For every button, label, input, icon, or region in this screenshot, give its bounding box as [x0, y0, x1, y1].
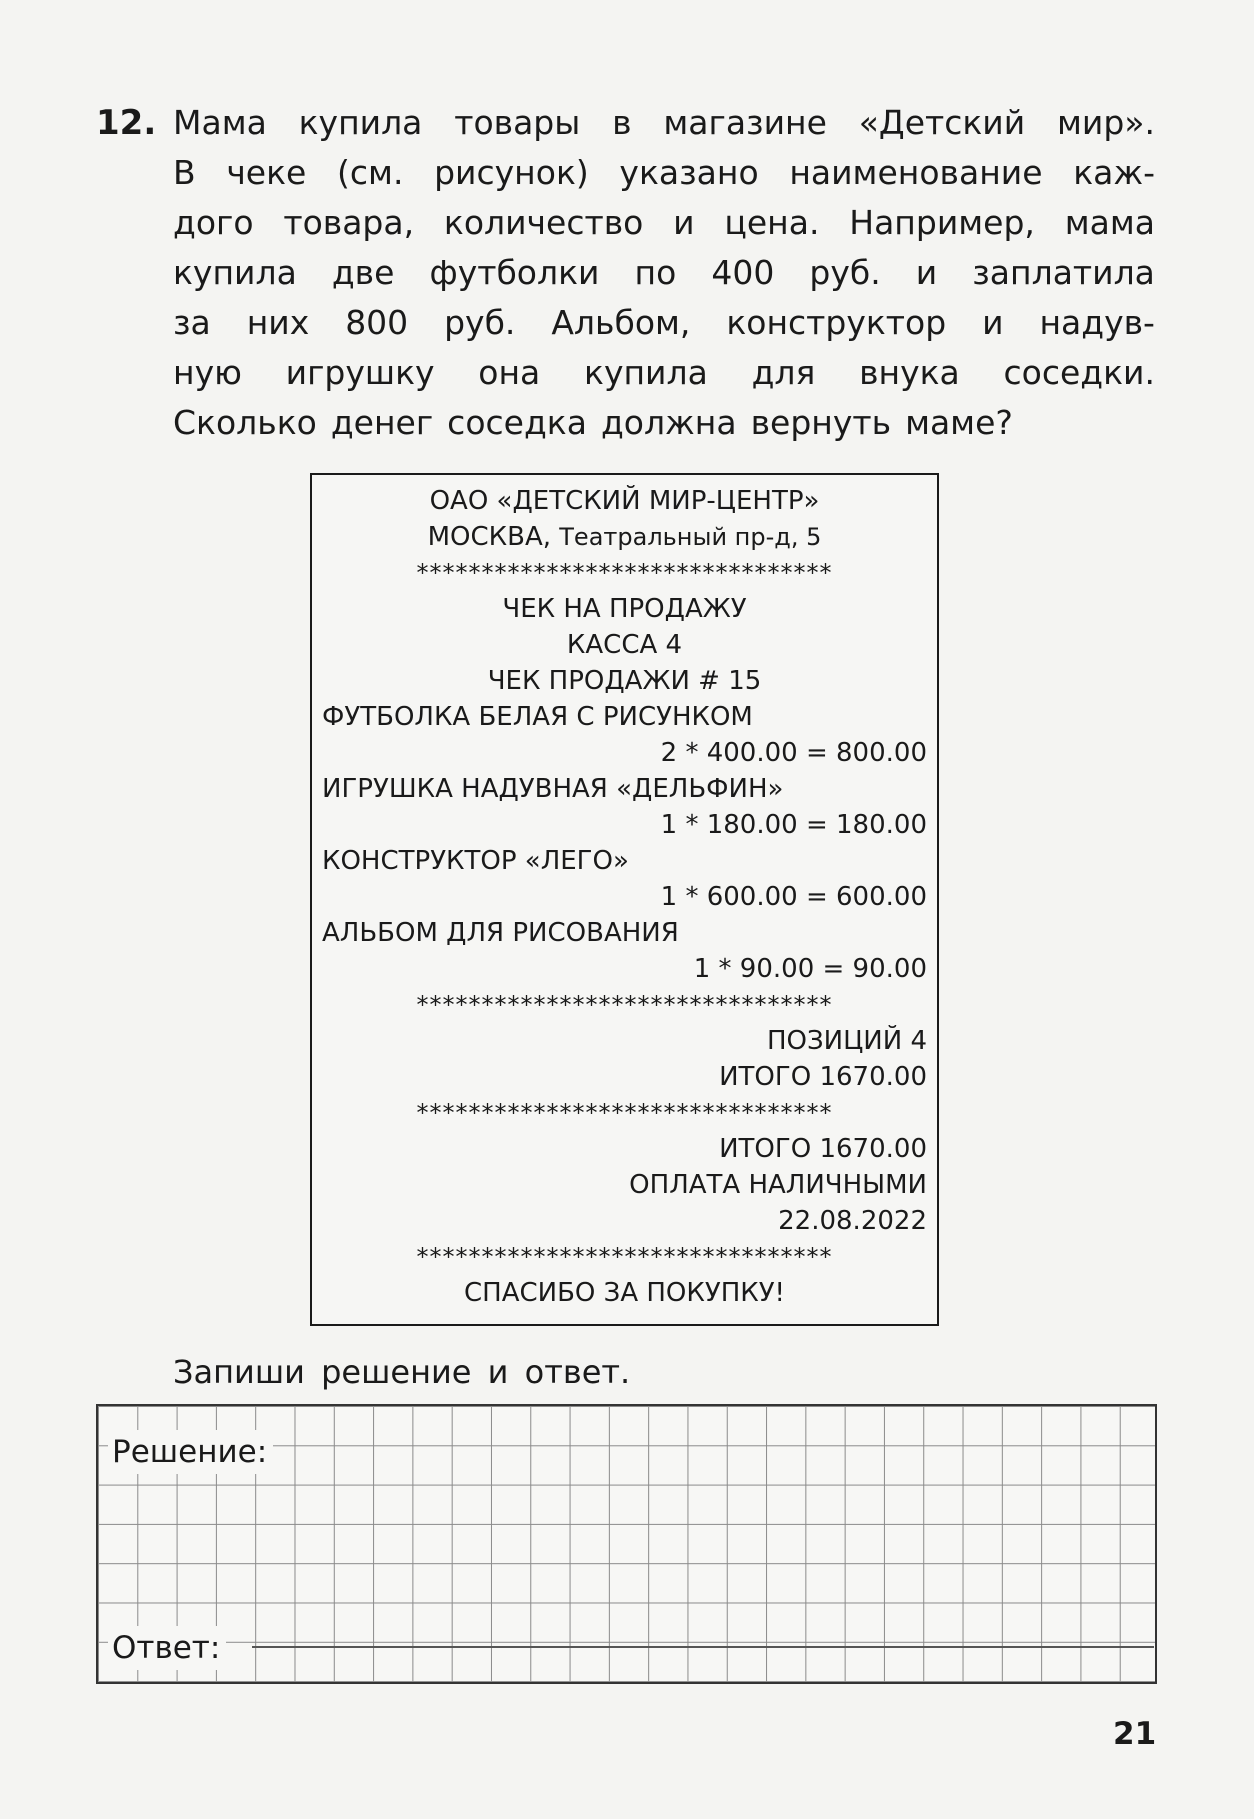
receipt-item-calc: 1 * 600.00 = 600.00	[660, 882, 927, 912]
receipt-item-name: ИГРУШКА НАДУВНАЯ «ДЕЛЬФИН»	[322, 774, 784, 804]
receipt-separator: ********************************	[416, 1099, 833, 1127]
answer-grid[interactable]	[96, 1404, 1157, 1684]
receipt-positions: ПОЗИЦИЙ 4	[766, 1026, 927, 1056]
receipt-total: ИТОГО 1670.00	[719, 1062, 927, 1092]
receipt-separator: ********************************	[416, 991, 833, 1019]
task-line: дого товара, количество и цена. Например, мама	[173, 203, 1155, 242]
task-line: за них 800 руб. Альбом, конструктор и надув-	[173, 303, 1155, 342]
task-line: купила две футболки по 400 руб. и заплатила	[173, 253, 1155, 292]
receipt-separator: ********************************	[416, 559, 833, 587]
task-text	[173, 98, 1155, 448]
solution-label: Решение:	[108, 1430, 273, 1474]
receipt-item-name: АЛЬБОМ ДЛЯ РИСОВАНИЯ	[322, 918, 679, 948]
receipt-register: КАССА 4	[566, 630, 683, 660]
instruction: Запиши решение и ответ.	[173, 1353, 631, 1391]
receipt-item-name: КОНСТРУКТОР «ЛЕГО»	[322, 846, 629, 876]
receipt-item-calc: 2 * 400.00 = 800.00	[660, 738, 927, 768]
receipt-total: ИТОГО 1670.00	[719, 1134, 927, 1164]
task-line: Сколько денег соседка должна вернуть маме?	[173, 403, 1013, 442]
receipt-thanks: СПАСИБО ЗА ПОКУПКУ!	[464, 1278, 785, 1308]
answer-label: Ответ:	[108, 1626, 226, 1670]
receipt-payment: ОПЛАТА НАЛИЧНЫМИ	[629, 1170, 927, 1200]
task-number: 12.	[96, 103, 157, 143]
receipt-address: Театральный пр-д, 5	[559, 523, 822, 551]
receipt-item-name: ФУТБОЛКА БЕЛАЯ С РИСУНКОМ	[322, 702, 753, 732]
receipt-address-line	[322, 519, 927, 555]
receipt-number: ЧЕК ПРОДАЖИ # 15	[487, 666, 762, 696]
task-line: В чеке (см. рисунок) указано наименование каж-	[173, 153, 1155, 192]
answer-line[interactable]	[252, 1646, 1154, 1648]
receipt-type: ЧЕК НА ПРОДАЖУ	[502, 594, 747, 624]
receipt-company: ОАО «ДЕТСКИЙ МИР-ЦЕНТР»	[429, 486, 820, 516]
task-line: Мама купила товары в магазине «Детский мир».	[173, 103, 1155, 142]
receipt-item-calc: 1 * 180.00 = 180.00	[660, 810, 927, 840]
task-line: ную игрушку она купила для внука соседки.	[173, 353, 1155, 392]
page-number: 21	[1113, 1716, 1157, 1752]
receipt-separator: ********************************	[416, 1243, 833, 1271]
receipt-date: 22.08.2022	[778, 1206, 927, 1236]
receipt-item-calc: 1 * 90.00 = 90.00	[693, 954, 927, 984]
receipt-city: МОСКВА,	[427, 522, 551, 552]
receipt	[310, 473, 939, 1326]
